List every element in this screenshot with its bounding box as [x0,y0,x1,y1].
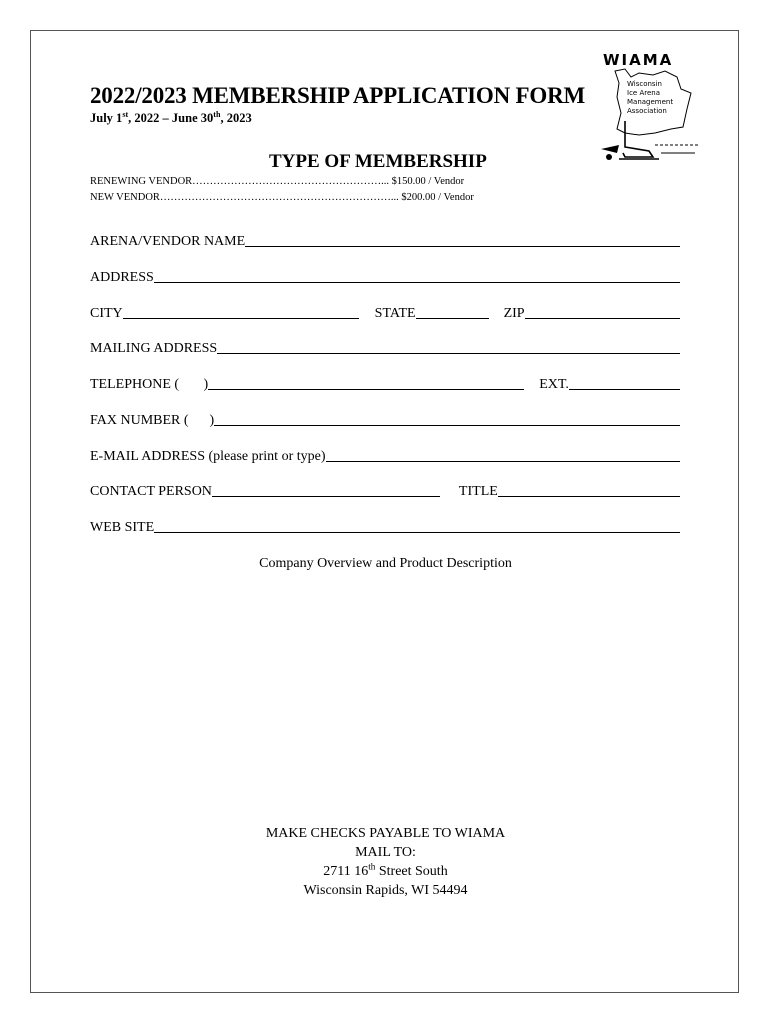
renewing-vendor-fee: RENEWING VENDOR………………………………………………... $150.00 / Vendor [90,176,465,187]
checks-payable-text: MAKE CHECKS PAYABLE TO WIAMA [265,826,506,841]
logo-line-1: Wisconsin [627,80,662,88]
address-row [90,264,680,286]
telephone-row [90,371,680,393]
state-label: STATE [374,306,416,321]
ext-field[interactable] [569,389,680,390]
mailing-address-label: MAILING ADDRESS [90,341,218,356]
arena-vendor-name-label: ARENA/VENDOR NAME [90,234,246,249]
zip-field[interactable] [525,318,680,319]
address-label: ADDRESS [90,270,154,285]
state-field[interactable] [416,318,489,319]
logo-line-4: Association [627,107,667,115]
address-field[interactable] [154,282,680,283]
mailing-address-row [90,335,680,357]
title-label: TITLE [458,484,498,499]
mailing-address-field[interactable] [217,353,680,354]
title-field[interactable] [498,496,680,497]
mail-to-text: MAIL TO: [355,845,416,860]
mailing-instructions [31,824,740,900]
email-field[interactable] [326,461,681,462]
membership-type-heading: TYPE OF MEMBERSHIP [269,151,487,172]
logo-acronym: WIAMA [603,51,674,69]
street-address: 2711 16th Street South [323,861,448,879]
skate-icon [623,121,653,157]
arena-vendor-name-field[interactable] [245,246,680,247]
telephone-field[interactable] [208,389,524,390]
logo-line-3: Management [627,98,674,106]
new-vendor-fee: NEW VENDOR…………………………………………………………... $200.00 / Vendor [90,192,474,203]
fax-row [90,407,680,429]
contact-row [90,478,680,500]
city-state-zip-text: Wisconsin Rapids, WI 54494 [303,883,468,898]
city-state-zip-row [90,300,680,322]
company-overview-heading: Company Overview and Product Description [259,556,512,571]
email-row [90,443,680,465]
city-label: CITY [90,306,123,321]
arena-vendor-name-row [90,228,680,250]
web-site-row [90,514,680,536]
web-site-label: WEB SITE [90,520,155,535]
form-page [30,30,739,993]
puck-icon [606,154,612,160]
fax-field[interactable] [214,425,680,426]
fax-label: FAX NUMBER ( ) [90,413,215,428]
membership-period: July 1st, 2022 – June 30th, 2023 [90,109,252,125]
web-site-field[interactable] [154,532,680,533]
ext-label: EXT. [539,377,569,392]
form-title: 2022/2023 MEMBERSHIP APPLICATION FORM [90,83,585,108]
zip-label: ZIP [503,306,525,321]
contact-person-field[interactable] [212,496,440,497]
email-label: E-MAIL ADDRESS (please print or type) [90,449,326,464]
telephone-label: TELEPHONE ( ) [90,377,209,392]
contact-person-label: CONTACT PERSON [90,484,212,499]
city-field[interactable] [123,318,359,319]
logo-line-2: Ice Arena [627,89,660,97]
wiama-logo [595,49,703,161]
